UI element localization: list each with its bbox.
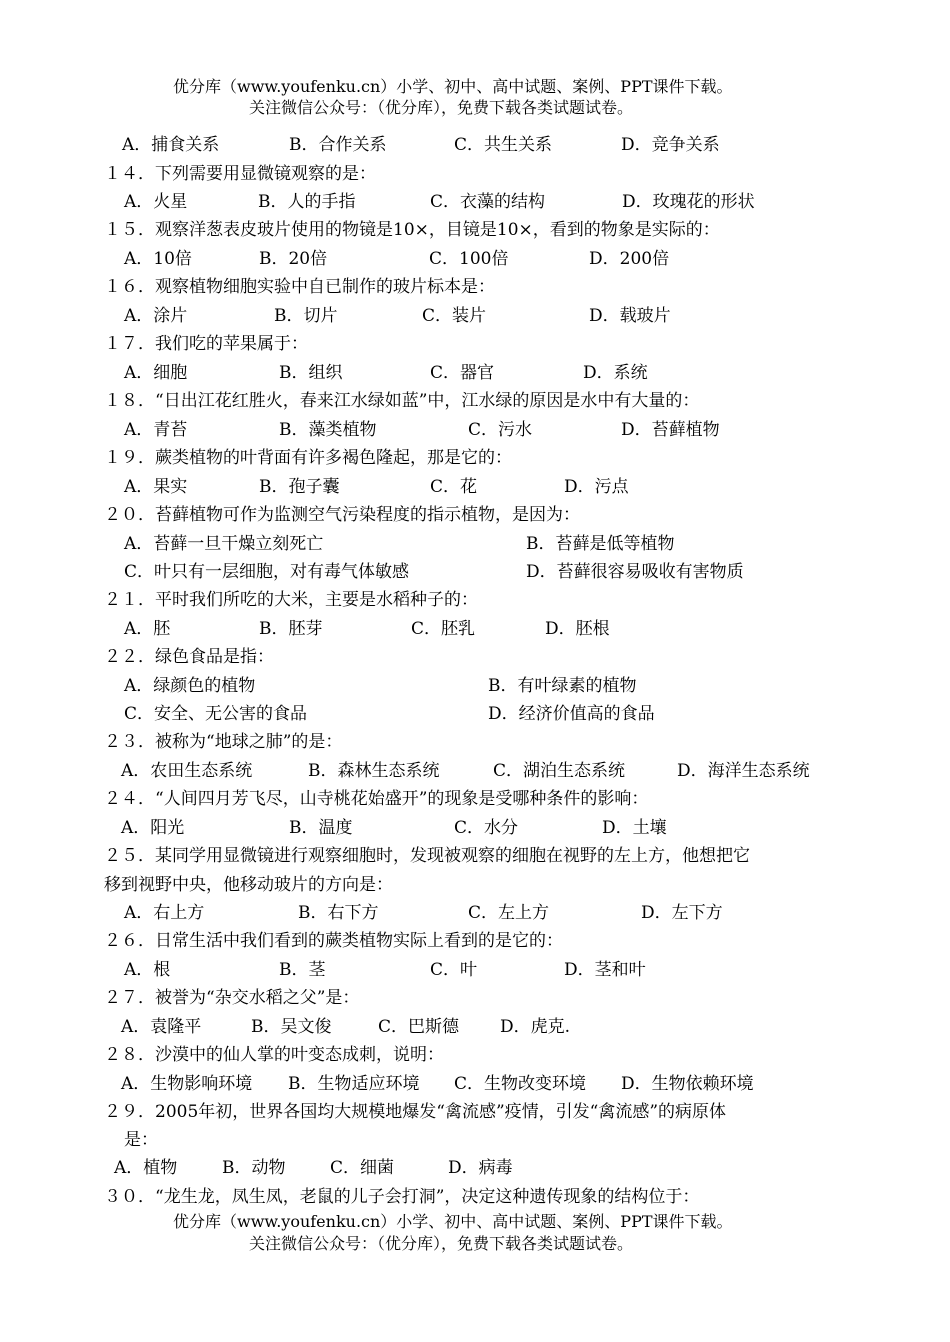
option: A．涂片 <box>124 306 188 326</box>
option: D．胚根 <box>545 619 610 639</box>
option: C．胚乳 <box>411 619 476 639</box>
question-stem: ２２．绿色食品是指： <box>104 647 274 667</box>
option: D．苔藓植物 <box>621 420 720 440</box>
option: A．植物 <box>114 1158 178 1178</box>
option: A．农田生态系统 <box>121 761 253 781</box>
option: A．绿颜色的植物 <box>124 676 256 696</box>
question-stem: ２５．某同学用显微镜进行观察细胞时，发现被观察的细胞在视野的左上方，他想把它 <box>104 846 750 866</box>
option: C．叶 <box>430 960 478 980</box>
question-stem: ２８．沙漠中的仙人掌的叶变态成刺，说明： <box>104 1045 444 1065</box>
option: B．胚芽 <box>259 619 323 639</box>
option: B．动物 <box>222 1158 286 1178</box>
option: B．藻类植物 <box>279 420 377 440</box>
option: D．苔藓很容易吸收有害物质 <box>526 562 744 582</box>
option: C．污水 <box>468 420 533 440</box>
option: D．经济价值高的食品 <box>488 704 655 724</box>
option: B．20倍 <box>259 249 328 269</box>
option: C．花 <box>430 477 478 497</box>
option: B．合作关系 <box>289 135 387 155</box>
option: D．污点 <box>564 477 629 497</box>
option: D．土壤 <box>602 818 667 838</box>
footer-line-2: 关注微信公众号：（优分库），免费下载各类试题试卷。 <box>249 1234 634 1253</box>
option: A．根 <box>124 960 171 980</box>
option: B．森林生态系统 <box>308 761 440 781</box>
option: C．100倍 <box>429 249 509 269</box>
option: C．安全、无公害的食品 <box>124 704 308 724</box>
option: A．果实 <box>124 477 188 497</box>
question-stem: １８．“日出江花红胜火，春来江水绿如蓝”中，江水绿的原因是水中有大量的： <box>104 391 700 411</box>
option: B．切片 <box>274 306 338 326</box>
option: D．载玻片 <box>589 306 671 326</box>
option: C．细菌 <box>330 1158 395 1178</box>
option: D．茎和叶 <box>564 960 646 980</box>
option: D．200倍 <box>589 249 670 269</box>
option: C．装片 <box>422 306 487 326</box>
option: A．青苔 <box>124 420 188 440</box>
option: B．组织 <box>279 363 343 383</box>
option: B．有叶绿素的植物 <box>488 676 637 696</box>
option: C．生物改变环境 <box>454 1074 587 1094</box>
option: C．器官 <box>430 363 495 383</box>
footer-line-1: 优分库（www.youfenku.cn）小学、初中、高中试题、案例、PPT课件下载。 <box>173 1212 733 1231</box>
option: B．吴文俊 <box>251 1017 332 1037</box>
option: A．右上方 <box>124 903 205 923</box>
option: D．海洋生态系统 <box>677 761 810 781</box>
question-stem: ２１．平时我们所吃的大米，主要是水稻种子的： <box>104 590 478 610</box>
option: D．生物依赖环境 <box>621 1074 754 1094</box>
question-stem: ２７．被誉为“杂交水稻之父”是： <box>104 988 360 1008</box>
option: D．左下方 <box>641 903 723 923</box>
question-stem: １６．观察植物细胞实验中自已制作的玻片标本是： <box>104 277 495 297</box>
option: B．温度 <box>289 818 353 838</box>
header-line-1: 优分库（www.youfenku.cn）小学、初中、高中试题、案例、PPT课件下载。 <box>173 77 733 96</box>
option: B．右下方 <box>298 903 379 923</box>
option: D．竞争关系 <box>621 135 720 155</box>
option: B．生物适应环境 <box>288 1074 420 1094</box>
question-stem: ３０．“龙生龙，凤生凤，老鼠的儿子会打洞”，决定这种遗传现象的结构位于： <box>104 1187 700 1207</box>
option: A．捕食关系 <box>122 135 220 155</box>
option: C．衣藻的结构 <box>430 192 546 212</box>
question-stem: ２６．日常生活中我们看到的蕨类植物实际上看到的是它的： <box>104 931 563 951</box>
question-stem: ２０．苔藓植物可作为监测空气污染程度的指示植物，是因为： <box>104 505 580 525</box>
question-stem: １４．下列需要用显微镜观察的是： <box>104 164 376 184</box>
option: A．生物影响环境 <box>121 1074 253 1094</box>
option: A．10倍 <box>124 249 192 269</box>
question-stem: ２４．“人间四月芳飞尽，山寺桃花始盛开”的现象是受哪种条件的影响： <box>104 789 649 809</box>
option: B．孢子囊 <box>259 477 340 497</box>
option: A．细胞 <box>124 363 188 383</box>
option: A．苔藓一旦干燥立刻死亡 <box>124 534 324 554</box>
option: C．湖泊生态系统 <box>493 761 626 781</box>
option: D．玫瑰花的形状 <box>622 192 755 212</box>
option: C．共生关系 <box>454 135 553 155</box>
option: B．人的手指 <box>258 192 356 212</box>
option: B．苔藓是低等植物 <box>526 534 675 554</box>
header-line-2: 关注微信公众号：（优分库），免费下载各类试题试卷。 <box>249 98 634 117</box>
option: A．袁隆平 <box>121 1017 202 1037</box>
question-stem: １７．我们吃的苹果属于： <box>104 334 308 354</box>
option: A．火星 <box>124 192 188 212</box>
option: C．巴斯德 <box>378 1017 460 1037</box>
option: D．系统 <box>583 363 648 383</box>
option: A．阳光 <box>121 818 185 838</box>
option: A．胚 <box>124 619 171 639</box>
question-stem-continued: 是： <box>124 1130 158 1150</box>
option: C．水分 <box>454 818 519 838</box>
option: C．左上方 <box>468 903 550 923</box>
question-stem: １９．蕨类植物的叶背面有许多褐色隆起，那是它的： <box>104 448 512 468</box>
question-stem: ２９．2005年初，世界各国均大规模地爆发“禽流感”疫情，引发“禽流感”的病原体 <box>104 1102 727 1122</box>
option: C．叶只有一层细胞，对有毒气体敏感 <box>124 562 410 582</box>
question-stem: ２３．被称为“地球之肺”的是： <box>104 732 343 752</box>
option: D．病毒 <box>448 1158 513 1178</box>
question-stem-continued: 移到视野中央，他移动玻片的方向是： <box>104 875 393 895</box>
question-stem: １５．观察洋葱表皮玻片使用的物镜是10×，目镜是10×，看到的物象是实际的： <box>104 220 720 240</box>
option: D．虎克. <box>500 1017 571 1037</box>
option: B．茎 <box>279 960 326 980</box>
